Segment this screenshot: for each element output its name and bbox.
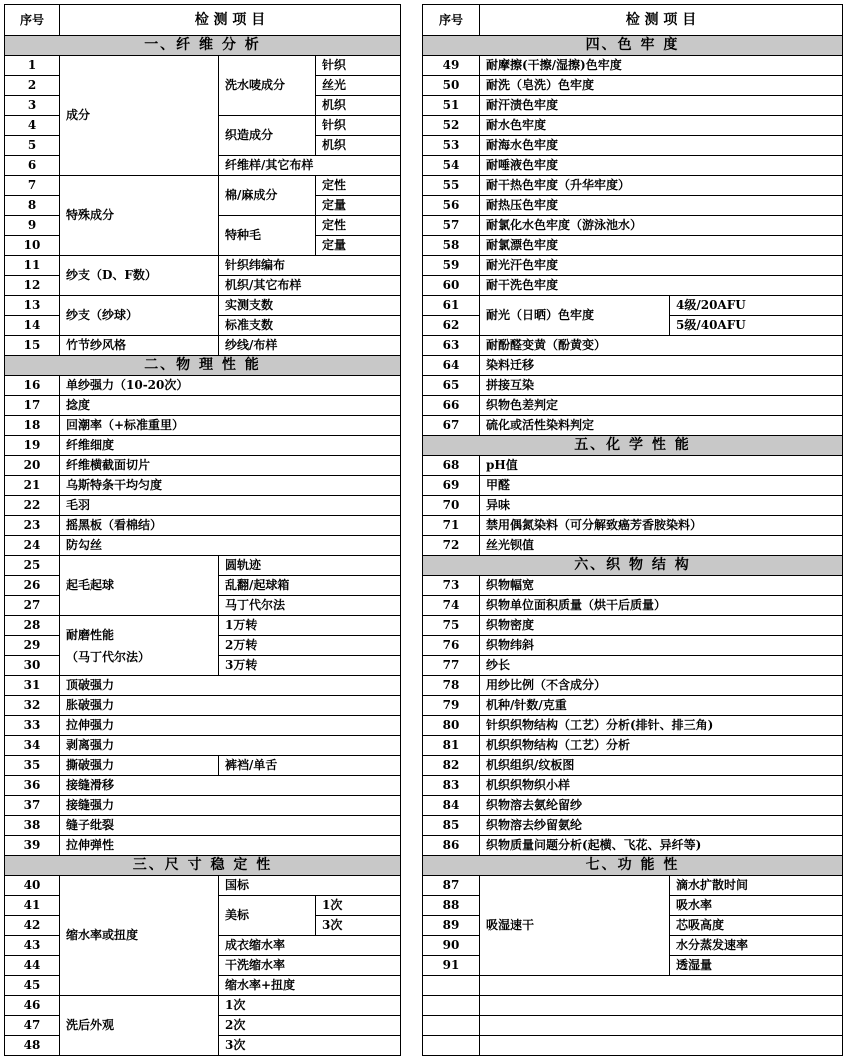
table-row: 16 单纱强力（10-20次） bbox=[5, 376, 401, 396]
item-label: 顶破强力 bbox=[60, 676, 401, 696]
table-row: 74 织物单位面积质量（烘干后质量） bbox=[423, 596, 843, 616]
item-label: 耐海水色牢度 bbox=[480, 136, 843, 156]
sub-label: 乱翻/起球箱 bbox=[219, 576, 401, 596]
sub-label: 马丁代尔法 bbox=[219, 596, 401, 616]
table-row: 21 乌斯特条干均匀度 bbox=[5, 476, 401, 496]
item-label: 织物色差判定 bbox=[480, 396, 843, 416]
sub-label: 裤裆/单舌 bbox=[219, 756, 401, 776]
item-label: 捻度 bbox=[60, 396, 401, 416]
header-item: 检 测 项 目 bbox=[480, 5, 843, 36]
sub-label: 1万转 bbox=[219, 616, 401, 636]
sub-label: 圆轨迹 bbox=[219, 556, 401, 576]
table-row: 83 机织织物织小样 bbox=[423, 776, 843, 796]
table-row: 64 染料迁移 bbox=[423, 356, 843, 376]
leaf-label: 针织 bbox=[316, 116, 401, 136]
section-dimensional-stability: 三、尺 寸 稳 定 性 bbox=[5, 856, 401, 876]
item-label: 拉伸强力 bbox=[60, 716, 401, 736]
table-row: 11 纱支（D、F数） 针织纬编布 bbox=[5, 256, 401, 276]
group-label: 缩水率或扭度 bbox=[60, 876, 219, 996]
item-label: 染料迁移 bbox=[480, 356, 843, 376]
item-label: 拉伸弹性 bbox=[60, 836, 401, 856]
table-row: 43 成衣缩水率 bbox=[5, 936, 401, 956]
item-label: 摇黑板（看棉结） bbox=[60, 516, 401, 536]
sub-label: 美标 bbox=[219, 896, 316, 936]
table-row: 19 纤维细度 bbox=[5, 436, 401, 456]
table-row: 14 标准支数 bbox=[5, 316, 401, 336]
header-num: 序号 bbox=[5, 5, 60, 36]
leaf-label: 定性 bbox=[316, 176, 401, 196]
leaf-label: 丝光 bbox=[316, 76, 401, 96]
sub-label: 3万转 bbox=[219, 656, 401, 676]
item-label: 接缝强力 bbox=[60, 796, 401, 816]
table-row: 31 顶破强力 bbox=[5, 676, 401, 696]
item-label: 异味 bbox=[480, 496, 843, 516]
table-row: 27 马丁代尔法 bbox=[5, 596, 401, 616]
section-physical-properties: 二、物 理 性 能 bbox=[5, 356, 401, 376]
table-row: 25 起毛起球 圆轨迹 bbox=[5, 556, 401, 576]
item-label: 织物溶去氨纶留纱 bbox=[480, 796, 843, 816]
item-label: 耐氯漂色牢度 bbox=[480, 236, 843, 256]
table-row: 26 乱翻/起球箱 bbox=[5, 576, 401, 596]
group-label: 耐光（日晒）色牢度 bbox=[480, 296, 670, 336]
group-label: 起毛起球 bbox=[60, 556, 219, 616]
table-row: 36 接缝滑移 bbox=[5, 776, 401, 796]
table-row: 23 摇黑板（看棉结） bbox=[5, 516, 401, 536]
item-label: 机织组织/纹板图 bbox=[480, 756, 843, 776]
item-label: 织物纬斜 bbox=[480, 636, 843, 656]
table-row: 24 防勾丝 bbox=[5, 536, 401, 556]
item-label: 耐干洗色牢度 bbox=[480, 276, 843, 296]
table-row: 73 织物幅宽 bbox=[423, 576, 843, 596]
group-label: 纱支（纱球） bbox=[60, 296, 219, 336]
section-fiber-analysis: 一、纤 维 分 析 bbox=[5, 36, 401, 56]
sub-label: 水分蒸发速率 bbox=[670, 936, 843, 956]
item-label: 织物密度 bbox=[480, 616, 843, 636]
item-label: 织物幅宽 bbox=[480, 576, 843, 596]
item-label: 耐洗（皂洗）色牢度 bbox=[480, 76, 843, 96]
table-row: 76 织物纬斜 bbox=[423, 636, 843, 656]
leaf-label: 1次 bbox=[316, 896, 401, 916]
item-label: 织物单位面积质量（烘干后质量） bbox=[480, 596, 843, 616]
table-row: 81 机织织物结构（工艺）分析 bbox=[423, 736, 843, 756]
table-row: 41 美标 1次 bbox=[5, 896, 401, 916]
table-row: 44 干洗缩水率 bbox=[5, 956, 401, 976]
sub-label: 成衣缩水率 bbox=[219, 936, 401, 956]
table-row: 6 纤维样/其它布样 bbox=[5, 156, 401, 176]
table-row: 18 回潮率（+标准重里） bbox=[5, 416, 401, 436]
table-row: 79 机种/针数/克重 bbox=[423, 696, 843, 716]
table-row: 38 缝子纰裂 bbox=[5, 816, 401, 836]
item-label: 缝子纰裂 bbox=[60, 816, 401, 836]
leaf-label: 定量 bbox=[316, 236, 401, 256]
item-label: pH值 bbox=[480, 456, 843, 476]
item-label: 单纱强力（10-20次） bbox=[60, 376, 401, 396]
sub-label: 特种毛 bbox=[219, 216, 316, 256]
table-row: 87 吸湿速干 滴水扩散时间 bbox=[423, 876, 843, 896]
sub-label: 洗水唛成分 bbox=[219, 56, 316, 116]
table-row: 80 针织织物结构（工艺）分析(排针、排三角) bbox=[423, 716, 843, 736]
table-row: 7 特殊成分 棉/麻成分 定性 bbox=[5, 176, 401, 196]
table-row: 15 竹节纱风格 纱线/布样 bbox=[5, 336, 401, 356]
item-label: 织物质量问题分析(起横、飞花、异纤等) bbox=[480, 836, 843, 856]
group-label: 洗后外观 bbox=[60, 996, 219, 1056]
empty-row bbox=[423, 996, 843, 1016]
table-row: 37 接缝强力 bbox=[5, 796, 401, 816]
table-row: 77 纱长 bbox=[423, 656, 843, 676]
sub-label: 棉/麻成分 bbox=[219, 176, 316, 216]
item-label: 禁用偶氮染料（可分解致癌芳香胺染料） bbox=[480, 516, 843, 536]
leaf-label: 定性 bbox=[316, 216, 401, 236]
sub-label: 滴水扩散时间 bbox=[670, 876, 843, 896]
table-row: 72 丝光钡值 bbox=[423, 536, 843, 556]
table-row: 39 拉伸弹性 bbox=[5, 836, 401, 856]
sub-label: 4级/20AFU bbox=[670, 296, 843, 316]
table-row: 4 织造成分 针织 bbox=[5, 116, 401, 136]
table-row: 71 禁用偶氮染料（可分解致癌芳香胺染料） bbox=[423, 516, 843, 536]
item-label: 耐光汗色牢度 bbox=[480, 256, 843, 276]
group-label: 纱支（D、F数） bbox=[60, 256, 219, 296]
sub-label: 纤维样/其它布样 bbox=[219, 156, 401, 176]
item-label: 回潮率（+标准重里） bbox=[60, 416, 401, 436]
item-label: 耐酚醛变黄（酚黄变） bbox=[480, 336, 843, 356]
sub-label: 实测支数 bbox=[219, 296, 401, 316]
table-header bbox=[423, 5, 843, 36]
table-row: 10 定量 bbox=[5, 236, 401, 256]
item-label: 拼接互染 bbox=[480, 376, 843, 396]
header-item: 检 测 项 目 bbox=[60, 5, 401, 36]
table-row: 61 耐光（日晒）色牢度 4级/20AFU bbox=[423, 296, 843, 316]
table-row: 60 耐干洗色牢度 bbox=[423, 276, 843, 296]
table-row: 91 透湿量 bbox=[423, 956, 843, 976]
item-label: 防勾丝 bbox=[60, 536, 401, 556]
sub-label: 1次 bbox=[219, 996, 401, 1016]
sub-label: 透湿量 bbox=[670, 956, 843, 976]
table-row: 55 耐干热色牢度（升华牢度） bbox=[423, 176, 843, 196]
item-label: 耐唾液色牢度 bbox=[480, 156, 843, 176]
sub-label: 机织/其它布样 bbox=[219, 276, 401, 296]
sub-label: 缩水率+扭度 bbox=[219, 976, 401, 996]
left-test-table bbox=[4, 4, 401, 1056]
table-row: 32 胀破强力 bbox=[5, 696, 401, 716]
item-label: 撕破强力 bbox=[60, 756, 219, 776]
item-label: 耐汗渍色牢度 bbox=[480, 96, 843, 116]
item-label: 机织织物结构（工艺）分析 bbox=[480, 736, 843, 756]
item-label: 乌斯特条干均匀度 bbox=[60, 476, 401, 496]
item-label: 硫化或活性染料判定 bbox=[480, 416, 843, 436]
table-row: 20 纤维横截面切片 bbox=[5, 456, 401, 476]
empty-row bbox=[423, 976, 843, 996]
sub-label: 标准支数 bbox=[219, 316, 401, 336]
table-row: 88 吸水率 bbox=[423, 896, 843, 916]
item-label: 织物溶去纱留氨纶 bbox=[480, 816, 843, 836]
table-row: 85 织物溶去纱留氨纶 bbox=[423, 816, 843, 836]
empty-row bbox=[423, 1036, 843, 1056]
table-row: 30 3万转 bbox=[5, 656, 401, 676]
table-row: 29 2万转 bbox=[5, 636, 401, 656]
table-row: 69 甲醛 bbox=[423, 476, 843, 496]
item-label: 耐氯化水色牢度（游泳池水） bbox=[480, 216, 843, 236]
item-label: 机种/针数/克重 bbox=[480, 696, 843, 716]
sub-label: 2次 bbox=[219, 1016, 401, 1036]
table-row: 53 耐海水色牢度 bbox=[423, 136, 843, 156]
table-row: 35 撕破强力 裤裆/单舌 bbox=[5, 756, 401, 776]
table-row: 12 机织/其它布样 bbox=[5, 276, 401, 296]
item-label: 耐干热色牢度（升华牢度） bbox=[480, 176, 843, 196]
sub-label: 针织纬编布 bbox=[219, 256, 401, 276]
sub-label: 芯吸高度 bbox=[670, 916, 843, 936]
group-label-line: （马丁代尔法） bbox=[66, 649, 151, 664]
table-row: 34 剥离强力 bbox=[5, 736, 401, 756]
table-row: 78 用纱比例（不含成分） bbox=[423, 676, 843, 696]
table-row: 49 耐摩擦(干擦/湿擦)色牢度 bbox=[423, 56, 843, 76]
table-row: 59 耐光汗色牢度 bbox=[423, 256, 843, 276]
item-label: 纤维横截面切片 bbox=[60, 456, 401, 476]
table-row: 42 3次 bbox=[5, 916, 401, 936]
table-row: 63 耐酚醛变黄（酚黄变） bbox=[423, 336, 843, 356]
group-label: 成分 bbox=[60, 56, 219, 176]
table-row: 2 丝光 bbox=[5, 76, 401, 96]
table-row: 89 芯吸高度 bbox=[423, 916, 843, 936]
table-row: 48 3次 bbox=[5, 1036, 401, 1056]
table-row: 1 成分 洗水唛成分 针织 bbox=[5, 56, 401, 76]
leaf-label: 定量 bbox=[316, 196, 401, 216]
item-label: 针织织物结构（工艺）分析(排针、排三角) bbox=[480, 716, 843, 736]
table-row: 9 特种毛 定性 bbox=[5, 216, 401, 236]
table-row: 22 毛羽 bbox=[5, 496, 401, 516]
table-row: 46 洗后外观 1次 bbox=[5, 996, 401, 1016]
item-label: 耐摩擦(干擦/湿擦)色牢度 bbox=[480, 56, 843, 76]
sub-label: 国标 bbox=[219, 876, 401, 896]
table-row: 3 机织 bbox=[5, 96, 401, 116]
section-functional-properties: 七、功 能 性 bbox=[423, 856, 843, 876]
table-row: 8 定量 bbox=[5, 196, 401, 216]
table-header bbox=[5, 5, 401, 36]
sub-label: 干洗缩水率 bbox=[219, 956, 401, 976]
leaf-label: 针织 bbox=[316, 56, 401, 76]
empty-row bbox=[423, 1016, 843, 1036]
group-label bbox=[60, 616, 219, 676]
table-row: 70 异味 bbox=[423, 496, 843, 516]
sub-label: 2万转 bbox=[219, 636, 401, 656]
sub-label: 3次 bbox=[219, 1036, 401, 1056]
item-label: 用纱比例（不含成分） bbox=[480, 676, 843, 696]
table-row: 13 纱支（纱球） 实测支数 bbox=[5, 296, 401, 316]
section-color-fastness: 四、色 牢 度 bbox=[423, 36, 843, 56]
group-label-line: 耐磨性能 bbox=[66, 627, 115, 642]
group-label: 竹节纱风格 bbox=[60, 336, 219, 356]
table-row: 86 织物质量问题分析(起横、飞花、异纤等) bbox=[423, 836, 843, 856]
item-label: 剥离强力 bbox=[60, 736, 401, 756]
item-label: 甲醛 bbox=[480, 476, 843, 496]
item-label: 接缝滑移 bbox=[60, 776, 401, 796]
item-label: 胀破强力 bbox=[60, 696, 401, 716]
item-label: 耐水色牢度 bbox=[480, 116, 843, 136]
group-label: 特殊成分 bbox=[60, 176, 219, 256]
leaf-label: 机织 bbox=[316, 136, 401, 156]
table-row: 40 缩水率或扭度 国标 bbox=[5, 876, 401, 896]
leaf-label: 机织 bbox=[316, 96, 401, 116]
item-label: 耐热压色牢度 bbox=[480, 196, 843, 216]
sub-label: 吸水率 bbox=[670, 896, 843, 916]
table-row: 5 机织 bbox=[5, 136, 401, 156]
table-row: 28 耐磨性能 （马丁代尔法） 1万转 bbox=[5, 616, 401, 636]
table-row: 68 pH值 bbox=[423, 456, 843, 476]
section-fabric-structure: 六、织 物 结 构 bbox=[423, 556, 843, 576]
table-row: 66 织物色差判定 bbox=[423, 396, 843, 416]
item-label: 毛羽 bbox=[60, 496, 401, 516]
sub-label: 织造成分 bbox=[219, 116, 316, 156]
item-label: 机织织物织小样 bbox=[480, 776, 843, 796]
table-row: 82 机织组织/纹板图 bbox=[423, 756, 843, 776]
table-row: 51 耐汗渍色牢度 bbox=[423, 96, 843, 116]
table-row: 75 织物密度 bbox=[423, 616, 843, 636]
table-row: 17 捻度 bbox=[5, 396, 401, 416]
group-label: 吸湿速干 bbox=[480, 876, 670, 976]
table-row: 54 耐唾液色牢度 bbox=[423, 156, 843, 176]
table-row: 50 耐洗（皂洗）色牢度 bbox=[423, 76, 843, 96]
item-label: 纤维细度 bbox=[60, 436, 401, 456]
table-row: 57 耐氯化水色牢度（游泳池水） bbox=[423, 216, 843, 236]
section-chemical-properties: 五、化 学 性 能 bbox=[423, 436, 843, 456]
header-num: 序号 bbox=[423, 5, 480, 36]
table-row: 67 硫化或活性染料判定 bbox=[423, 416, 843, 436]
table-row: 84 织物溶去氨纶留纱 bbox=[423, 796, 843, 816]
item-label: 丝光钡值 bbox=[480, 536, 843, 556]
table-row: 45 缩水率+扭度 bbox=[5, 976, 401, 996]
right-test-table bbox=[422, 4, 843, 1056]
table-row: 58 耐氯漂色牢度 bbox=[423, 236, 843, 256]
table-row: 56 耐热压色牢度 bbox=[423, 196, 843, 216]
sub-label: 5级/40AFU bbox=[670, 316, 843, 336]
table-row: 52 耐水色牢度 bbox=[423, 116, 843, 136]
table-row: 65 拼接互染 bbox=[423, 376, 843, 396]
table-row: 33 拉伸强力 bbox=[5, 716, 401, 736]
item-label: 纱长 bbox=[480, 656, 843, 676]
sub-label: 纱线/布样 bbox=[219, 336, 401, 356]
leaf-label: 3次 bbox=[316, 916, 401, 936]
table-row: 62 5级/40AFU bbox=[423, 316, 843, 336]
table-row: 47 2次 bbox=[5, 1016, 401, 1036]
table-row: 90 水分蒸发速率 bbox=[423, 936, 843, 956]
